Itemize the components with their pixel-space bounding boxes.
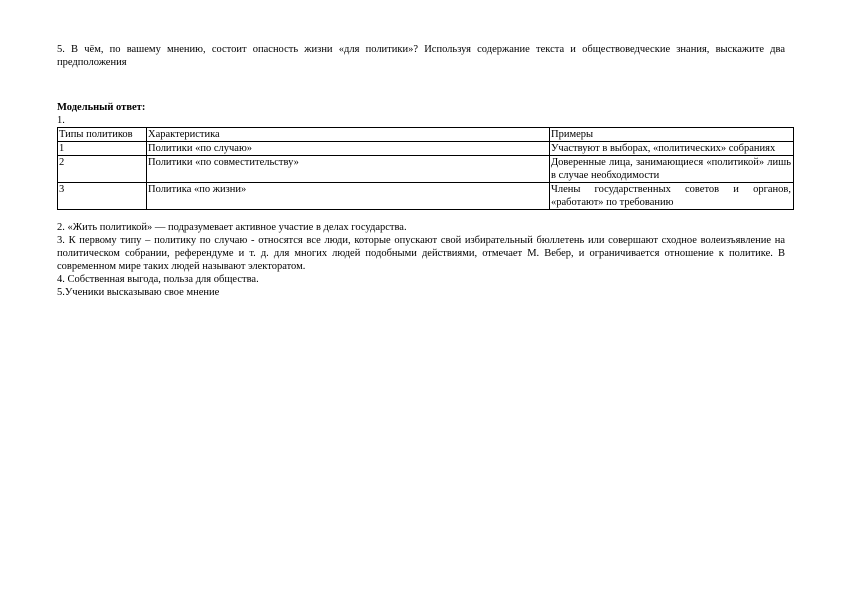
answer-2: 2. «Жить политикой» — подразумевает активное участие в делах государства. bbox=[57, 222, 407, 233]
table-cell-characteristic: Политики «по совместительству» bbox=[147, 156, 550, 183]
politician-types-table bbox=[57, 127, 794, 210]
answers-list bbox=[57, 221, 785, 299]
answer-4: 4. Собственная выгода, польза для общества. bbox=[57, 274, 259, 285]
table-cell-characteristic: Политики «по случаю» bbox=[147, 142, 550, 156]
table-row bbox=[58, 183, 794, 210]
table-cell-example: Члены государственных советов и органов, «работают» по требованию bbox=[550, 183, 794, 210]
answer-3: 3. К первому типу – политику по случаю - относятся все люди, которые опускают свой избирательный бюллетень или совершают сходное волеизъявление на политическом собрании, референдуме и т. д. для многих людей подобными действиями, отмечает М. Вебер, и ограничивается отношение к политике. В современном мире таких людей называют электоратом. bbox=[57, 235, 785, 272]
table-header-row bbox=[58, 128, 794, 142]
answer-5: 5.Ученики высказываю свое мнение bbox=[57, 287, 220, 298]
table-cell-number: 3 bbox=[58, 183, 147, 210]
table-cell-example: Доверенные лица, занимающиеся «политикой» лишь в случае необходимости bbox=[550, 156, 794, 183]
table-row bbox=[58, 142, 794, 156]
document-page bbox=[57, 43, 791, 299]
header-examples: Примеры bbox=[550, 128, 794, 142]
question-5: 5. В чём, по вашему мнению, состоит опасность жизни «для политики»? Используя содержание текста и обществоведческие знания, выскажите два предположения bbox=[57, 44, 785, 68]
header-types: Типы политиков bbox=[58, 128, 147, 142]
table-cell-number: 2 bbox=[58, 156, 147, 183]
list-number: 1. bbox=[57, 115, 65, 126]
table-cell-example: Участвуют в выборах, «политических» собраниях bbox=[550, 142, 794, 156]
model-answer-title: Модельный ответ: bbox=[57, 102, 146, 113]
table-cell-number: 1 bbox=[58, 142, 147, 156]
table-cell-characteristic: Политика «по жизни» bbox=[147, 183, 550, 210]
header-characteristic: Характеристика bbox=[147, 128, 550, 142]
table-row bbox=[58, 156, 794, 183]
